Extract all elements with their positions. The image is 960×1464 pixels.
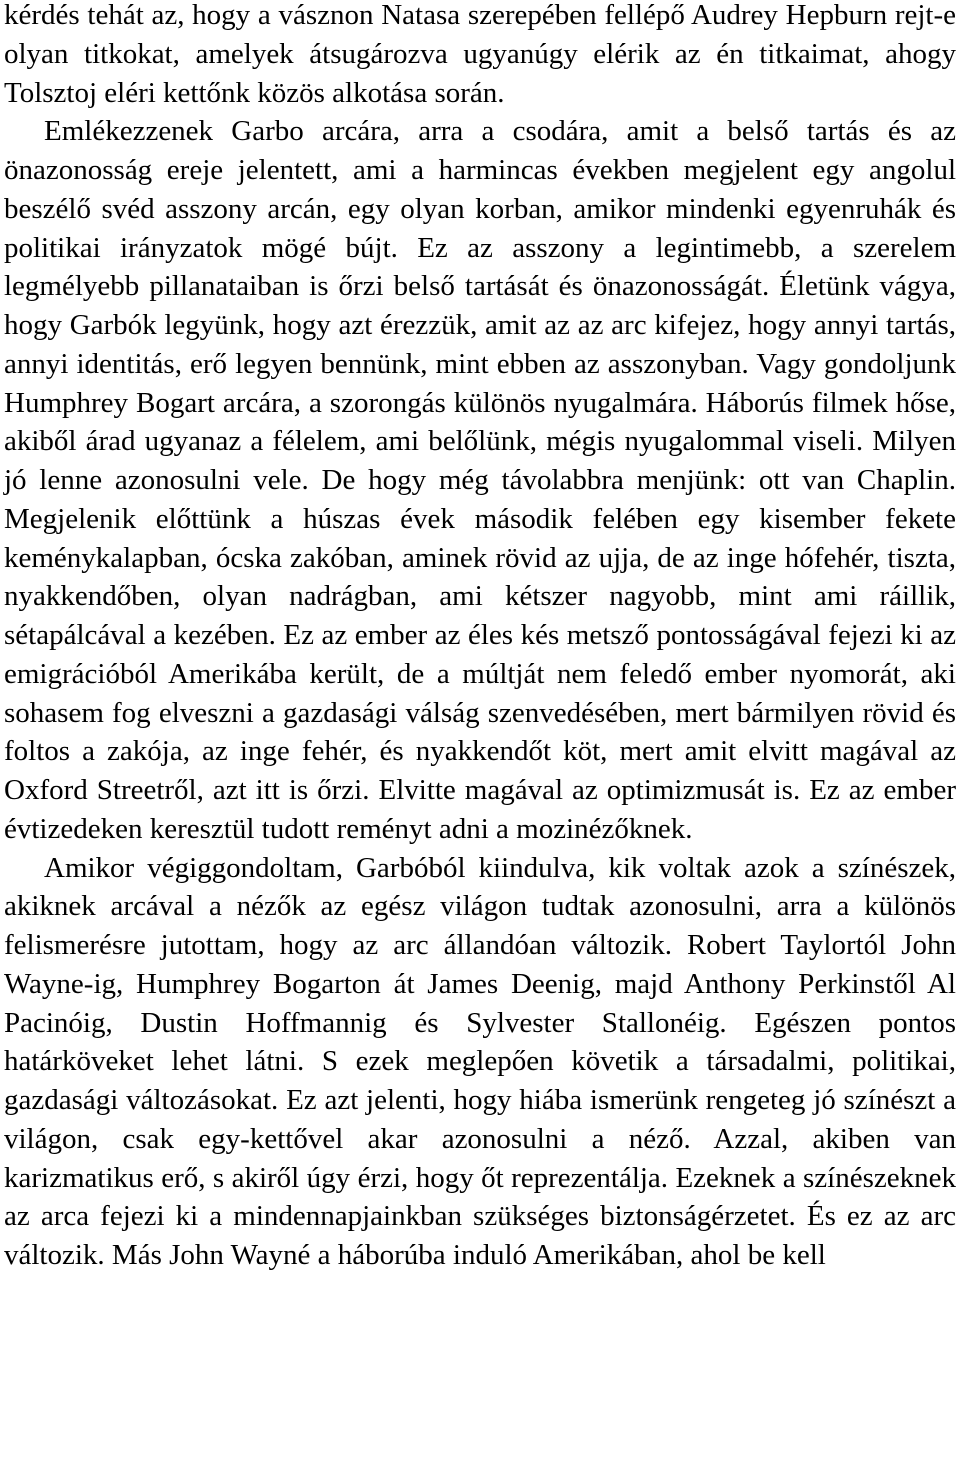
paragraph-actors: Amikor végiggondoltam, Garbóból kiindulva, kik voltak azok a színészek, akiknek arcával a nézők az egész világon tudtak azonosulni, arra a különös felismerésre jutottam, hogy az arc állandóan változik. Robert Taylortól John Wayne-ig, Humphrey Bogarton át James Deenig, majd Anthony Perkinstől Al Pacinóig, Dustin Hoffmannig és Sylvester Stallonéig. Egészen pontos határköveket lehet látni. S ezek meglepően követik a társadalmi, politikai, gazdasági változásokat. Ez azt jelenti, hogy hiába ismerünk rengeteg jó színészt a világon, csak egy-kettővel akar azonosulni a néző. Azzal, akiben van karizmatikus erő, s akiről úgy érzi, hogy őt reprezentálja. Ezeknek a színészeknek az arca fejezi ki a mindennapjainkban szükséges biztonságérzetet. És ez az arc változik. Más John Wayné a háborúba induló Amerikában, ahol be kell xyxy=(4,851,956,1271)
paragraph-garbo: Emlékezzenek Garbo arcára, arra a csodára, amit a belső tartás és az önazonosság ereje jelentett, ami a harmincas években megjelent egy angolul beszélő svéd asszony arcán, egy olyan korban, amikor mindenki egyenruhák és politikai irányzatok mögé bújt. Ez az asszony a legintimebb, a szerelem legmélyebb pillanataiban is őrzi belső tartását és önazonosságát. Életünk vágya, hogy Garbók legyünk, hogy azt érezzük, amit az az arc kifejez, hogy annyi tartás, annyi identitás, erő legyen bennünk, mint ebben az asszonyban. Vagy gondoljunk Humphrey Bogart arcára, a szorongás különös nyugalmára. Háborús filmek hőse, akiből árad ugyanaz a félelem, ami belőlünk, mégis nyugalommal viseli. Milyen jó lenne azonosulni vele. De hogy még távolabbra menjünk: ott van Chaplin. Megjelenik előttünk a húszas évek második felében egy kisember fekete keménykalapban, ócska zakóban, aminek rövid az ujja, de az inge hófehér, tiszta, nyakkendőben, olyan nadrágban, ami kétszer nagyobb, mint ami ráillik, sétapálcával a kezében. Ez az ember az éles kés metsző pontosságával fejezi ki az emigrációból Amerikába került, de a múltját nem feledő ember nyomorát, aki sohasem fog elveszni a gazdasági válság szenvedésében, mert bármilyen rövid és foltos a zakója, az inge fehér, és nyakkendőt köt, mert amit elvitt magával az Oxford Streetről, azt itt is őrzi. Elvitte magával az optimizmusát is. Ez az ember évtizedeken keresztül tudott reményt adni a mozinézőknek. xyxy=(4,115,956,845)
paragraph-continued: kérdés tehát az, hogy a vásznon Natasa szerepében fellépő Audrey Hepburn rejt-e olyan titkokat, amelyek átsugározva ugyanúgy elérik az én titkaimat, ahogy Tolsztoj eléri kettőnk közös alkotása során. xyxy=(4,0,956,109)
